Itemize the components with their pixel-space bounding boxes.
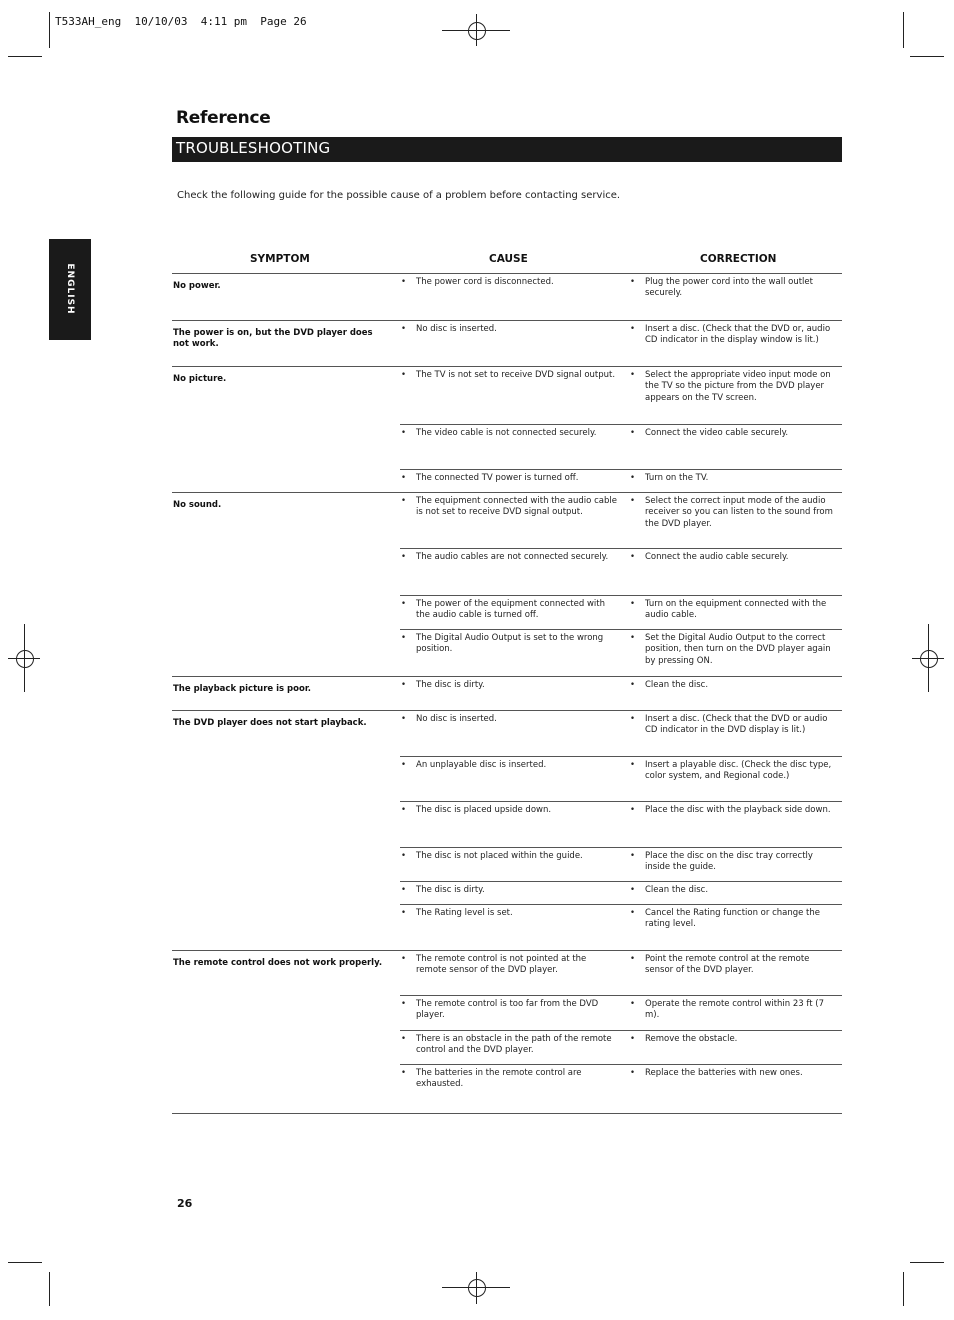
bullet-icon: • <box>630 370 636 380</box>
cause-cell-text: The disc is dirty. <box>416 885 485 895</box>
group-divider <box>172 492 842 493</box>
row-divider <box>400 881 842 882</box>
bullet-icon: • <box>630 851 636 861</box>
bullet-icon: • <box>401 324 407 334</box>
page-number: 26 <box>177 1197 193 1210</box>
correction-cell-text: Clean the disc. <box>645 885 709 895</box>
row-divider <box>400 424 842 425</box>
correction-cell-text: Connect the video cable securely. <box>645 428 789 438</box>
column-header-correction: CORRECTION <box>700 253 777 265</box>
bullet-icon: • <box>401 999 407 1009</box>
bullet-icon: • <box>401 277 407 287</box>
cause-cell-text: The disc is placed upside down. <box>416 805 552 815</box>
cause-cell-text: The audio cables are not connected securely. <box>416 552 609 562</box>
symptom-label: No picture. <box>173 374 227 384</box>
section-title: Reference <box>176 108 271 128</box>
cause-cell-text: The batteries in the remote control are exhausted. <box>416 1068 582 1090</box>
group-divider <box>172 676 842 677</box>
cause-cell-text: The video cable is not connected securely. <box>416 428 597 438</box>
symptom-label: The power is on, but the DVD player does not work. <box>173 328 373 349</box>
row-divider <box>400 904 842 905</box>
bullet-icon: • <box>630 1068 636 1078</box>
correction-cell-text: Cancel the Rating function or change the rating level. <box>645 908 821 930</box>
row-divider <box>400 1030 842 1031</box>
cause-cell-text: An unplayable disc is inserted. <box>416 760 547 770</box>
bullet-icon: • <box>401 496 407 506</box>
correction-cell-text: Insert a disc. (Check that the DVD or, audio CD indicator in the display window is lit.) <box>645 324 831 346</box>
cause-cell-text: The Rating level is set. <box>416 908 513 918</box>
column-header-cause: CAUSE <box>489 253 528 265</box>
bullet-icon: • <box>401 1034 407 1044</box>
bullet-icon: • <box>401 428 407 438</box>
cause-cell-text: The Digital Audio Output is set to the wrong position. <box>416 633 604 655</box>
bullet-icon: • <box>630 760 636 770</box>
symptom-label: The playback picture is poor. <box>173 684 312 694</box>
row-divider <box>400 801 842 802</box>
table-bottom-rule <box>172 1113 842 1114</box>
correction-cell-text: Turn on the equipment connected with the audio cable. <box>645 599 827 621</box>
row-divider <box>400 595 842 596</box>
cause-cell-text: The power cord is disconnected. <box>416 277 554 287</box>
cause-cell-text: The connected TV power is turned off. <box>416 473 579 483</box>
cause-cell-text: The equipment connected with the audio cable is not set to receive DVD signal output. <box>416 496 617 518</box>
row-divider <box>400 629 842 630</box>
correction-cell-text: Connect the audio cable securely. <box>645 552 789 562</box>
correction-cell-text: Point the remote control at the remote sensor of the DVD player. <box>645 954 810 976</box>
cause-cell-text: The disc is not placed within the guide. <box>416 851 583 861</box>
correction-cell-text: Place the disc on the disc tray correctly inside the guide. <box>645 851 813 873</box>
cause-cell-text: The disc is dirty. <box>416 680 485 690</box>
bullet-icon: • <box>401 552 407 562</box>
bullet-icon: • <box>401 954 407 964</box>
group-divider <box>172 366 842 367</box>
bullet-icon: • <box>630 999 636 1009</box>
group-divider <box>172 950 842 951</box>
bullet-icon: • <box>630 599 636 609</box>
correction-cell-text: Select the appropriate video input mode on the TV so the picture from the DVD player appears on the TV screen. <box>645 370 831 403</box>
bullet-icon: • <box>401 805 407 815</box>
row-divider <box>400 995 842 996</box>
cause-cell-text: No disc is inserted. <box>416 324 497 334</box>
correction-cell-text: Insert a playable disc. (Check the disc type, color system, and Regional code.) <box>645 760 832 782</box>
correction-cell-text: Operate the remote control within 23 ft (7 m). <box>645 999 824 1021</box>
bullet-icon: • <box>401 851 407 861</box>
intro-text: Check the following guide for the possible cause of a problem before contacting service. <box>177 190 621 201</box>
row-divider <box>400 548 842 549</box>
bullet-icon: • <box>630 1034 636 1044</box>
column-header-symptom: SYMPTOM <box>250 253 310 265</box>
bullet-icon: • <box>401 1068 407 1078</box>
page-title: TROUBLESHOOTING <box>176 139 331 157</box>
bullet-icon: • <box>630 496 636 506</box>
correction-cell-text: Insert a disc. (Check that the DVD or audio CD indicator in the DVD display is lit.) <box>645 714 828 736</box>
symptom-label: The remote control does not work properly. <box>173 958 383 968</box>
bullet-icon: • <box>401 370 407 380</box>
bullet-icon: • <box>630 908 636 918</box>
bullet-icon: • <box>401 633 407 643</box>
bullet-icon: • <box>630 714 636 724</box>
row-divider <box>400 847 842 848</box>
bullet-icon: • <box>630 428 636 438</box>
bullet-icon: • <box>630 473 636 483</box>
correction-cell-text: Replace the batteries with new ones. <box>645 1068 803 1078</box>
correction-cell-text: Place the disc with the playback side down. <box>645 805 831 815</box>
bullet-icon: • <box>401 473 407 483</box>
bullet-icon: • <box>401 714 407 724</box>
bullet-icon: • <box>401 908 407 918</box>
row-divider <box>400 1064 842 1065</box>
bullet-icon: • <box>630 277 636 287</box>
group-divider <box>172 320 842 321</box>
group-divider <box>172 273 842 274</box>
bullet-icon: • <box>630 954 636 964</box>
cause-cell-text: No disc is inserted. <box>416 714 497 724</box>
correction-cell-text: Clean the disc. <box>645 680 709 690</box>
symptom-label: The DVD player does not start playback. <box>173 718 367 728</box>
bullet-icon: • <box>630 552 636 562</box>
bullet-icon: • <box>401 599 407 609</box>
correction-cell-text: Set the Digital Audio Output to the correct position, then turn on the DVD player again by pressing ON. <box>645 633 831 666</box>
correction-cell-text: Select the correct input mode of the audio receiver so you can listen to the sound from the DVD player. <box>645 496 833 529</box>
bullet-icon: • <box>630 633 636 643</box>
row-divider <box>400 469 842 470</box>
bullet-icon: • <box>630 885 636 895</box>
row-divider <box>400 756 842 757</box>
cause-cell-text: The remote control is not pointed at the remote sensor of the DVD player. <box>416 954 587 976</box>
group-divider <box>172 710 842 711</box>
bullet-icon: • <box>401 680 407 690</box>
correction-cell-text: Plug the power cord into the wall outlet securely. <box>645 277 813 299</box>
language-tab-label: ENGLISH <box>65 263 75 315</box>
bullet-icon: • <box>630 805 636 815</box>
symptom-label: No sound. <box>173 500 222 510</box>
print-slug-line: T533AH_eng 10/10/03 4:11 pm Page 26 <box>55 15 307 28</box>
correction-cell-text: Turn on the TV. <box>645 473 709 483</box>
bullet-icon: • <box>630 680 636 690</box>
symptom-label: No power. <box>173 281 221 291</box>
correction-cell-text: Remove the obstacle. <box>645 1034 738 1044</box>
cause-cell-text: The power of the equipment connected with the audio cable is turned off. <box>416 599 605 621</box>
cause-cell-text: The TV is not set to receive DVD signal output. <box>416 370 616 380</box>
bullet-icon: • <box>401 885 407 895</box>
bullet-icon: • <box>401 760 407 770</box>
cause-cell-text: There is an obstacle in the path of the remote control and the DVD player. <box>416 1034 612 1056</box>
cause-cell-text: The remote control is too far from the DVD player. <box>416 999 599 1021</box>
bullet-icon: • <box>630 324 636 334</box>
